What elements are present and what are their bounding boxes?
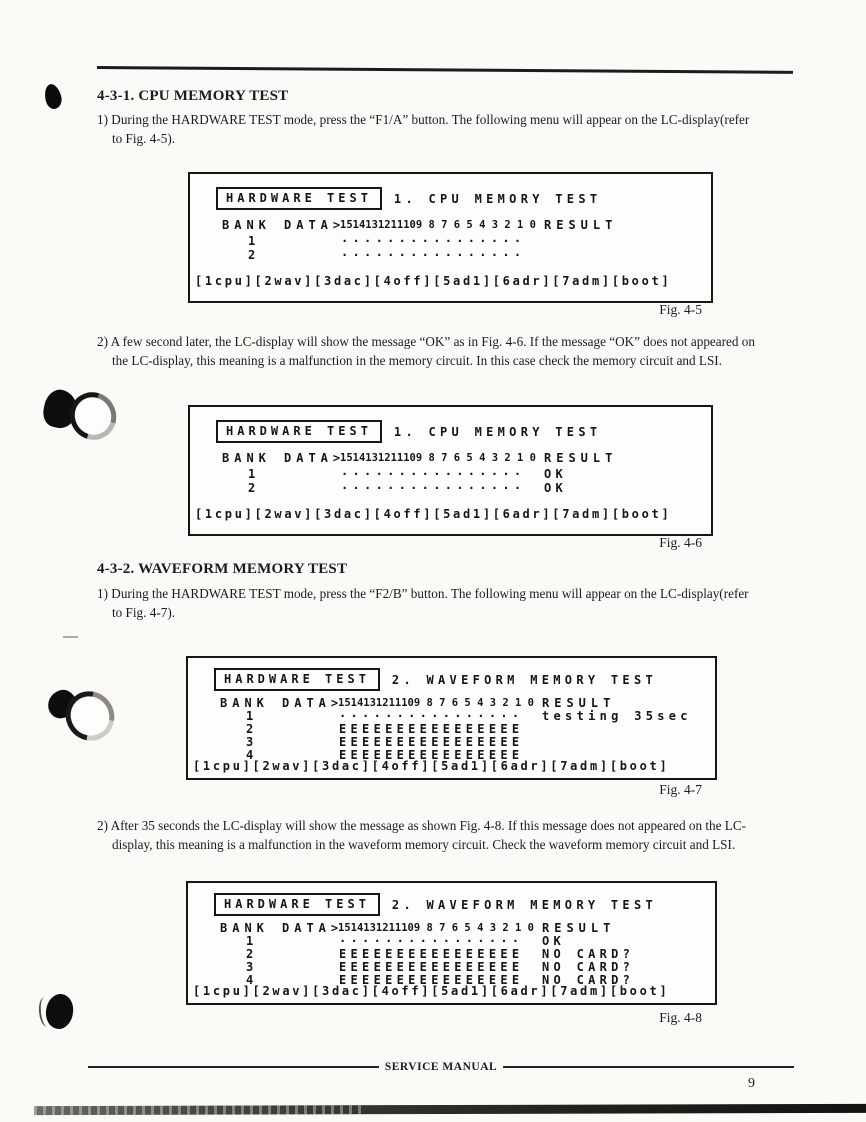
lcd-display-fig-4-6 (188, 405, 713, 536)
figure-caption: Fig. 4-5 (659, 302, 702, 317)
step-text-line2: the LC-display, this meaning is a malfunction in the memory circuit. In this case check the memory circuit and LSI. (112, 353, 722, 368)
result-label: RESULT (542, 696, 616, 710)
scan-artifact-bottom-edge (34, 1104, 866, 1115)
figure-caption: Fig. 4-6 (659, 535, 702, 550)
lcd-test-title: 1. CPU MEMORY TEST (393, 424, 602, 439)
bank-number: 2 (246, 947, 254, 961)
bank-result-cell: OK (544, 467, 568, 481)
lcd-bank-row (190, 248, 711, 263)
bank-data-cell: EEEEEEEEEEEEEEEE (339, 960, 524, 974)
lcd-mode-label: HARDWARE TEST (214, 893, 380, 916)
lcd-display-fig-4-7 (186, 656, 717, 780)
bank-result-cell: NO CARD? (542, 973, 635, 987)
lcd-display-fig-4-8 (186, 881, 717, 1005)
bank-number: 4 (246, 973, 254, 987)
bank-data-cell: ················ (341, 481, 526, 495)
bank-number: 1 (248, 467, 256, 481)
footer-rule-left (88, 1066, 379, 1068)
section-heading-waveform-memory-test: 4-3-2. WAVEFORM MEMORY TEST (97, 561, 348, 577)
bank-result-cell: NO CARD? (542, 960, 635, 974)
step-number: 2) (97, 334, 108, 349)
bank-number: 1 (248, 234, 256, 248)
bank-label: BANK (222, 451, 271, 465)
step-text-line1: After 35 seconds the LC-display will show the message as shown Fig. 4-8. If this message does not appeared on the LC- (110, 818, 747, 833)
step-number: 1) (97, 112, 108, 127)
lcd-test-title: 2. WAVEFORM MEMORY TEST (391, 672, 657, 687)
step-number: 1) (97, 586, 108, 601)
bank-number: 4 (246, 748, 254, 762)
result-label: RESULT (542, 921, 616, 935)
step-paragraph (97, 332, 809, 370)
step-number: 2) (97, 818, 108, 833)
lcd-function-menu: [1cpu][2wav][3dac][4off][5ad1][6adr][7adm][boot] (193, 759, 670, 773)
result-label: RESULT (544, 451, 618, 465)
lcd-bank-row (188, 709, 715, 722)
bank-number: 2 (248, 481, 256, 495)
step-paragraph (97, 584, 809, 622)
lcd-bank-row (190, 234, 711, 249)
bank-data-cell: ················ (341, 234, 526, 248)
scan-artifact-ink-blob (42, 82, 64, 110)
lcd-bank-row (188, 947, 715, 960)
lcd-test-title: 2. WAVEFORM MEMORY TEST (391, 897, 657, 912)
data-label: DATA> (282, 921, 344, 935)
lcd-bank-row (190, 467, 711, 482)
footer-rule-right (503, 1066, 794, 1068)
bank-data-cell: EEEEEEEEEEEEEEEE (339, 722, 524, 736)
bank-data-cell: EEEEEEEEEEEEEEEE (339, 748, 524, 762)
bank-result-cell: OK (544, 481, 568, 495)
bank-number: 2 (248, 248, 256, 262)
footer-label: SERVICE MANUAL (384, 1061, 498, 1073)
step-paragraph (97, 110, 809, 148)
bank-data-cell: ················ (339, 934, 524, 948)
lcd-bank-row (188, 934, 715, 947)
bank-data-cell: ················ (341, 248, 526, 262)
footer-rule (88, 1061, 794, 1073)
result-label: RESULT (544, 218, 618, 232)
bank-label: BANK (220, 696, 269, 710)
bank-number: 3 (246, 960, 254, 974)
scan-artifact-dash (63, 636, 78, 638)
step-text-line1: A few second later, the LC-display will show the message “OK” as in Fig. 4-6. If the message “OK” does not appeared on (110, 334, 755, 349)
step-text-line2: to Fig. 4-5). (112, 131, 176, 146)
bank-label: BANK (222, 218, 271, 232)
lcd-bank-header (188, 696, 715, 709)
figure-caption: Fig. 4-7 (659, 782, 702, 797)
lcd-mode-label: HARDWARE TEST (214, 668, 380, 691)
data-label: DATA> (284, 218, 346, 232)
bit-numbers: 1514131211109 8 7 6 5 4 3 2 1 0 (340, 452, 536, 464)
section-heading-cpu-memory-test: 4-3-1. CPU MEMORY TEST (97, 88, 289, 104)
lcd-bank-header (190, 218, 711, 233)
bank-data-cell: EEEEEEEEEEEEEEEE (339, 973, 524, 987)
step-text-line1: During the HARDWARE TEST mode, press the “F1/A” button. The following menu will appear on the LC-display(refer (111, 112, 750, 127)
lcd-bank-header (190, 451, 711, 466)
lcd-function-menu: [1cpu][2wav][3dac][4off][5ad1][6adr][7adm][boot] (195, 507, 672, 521)
lcd-bank-row (188, 960, 715, 973)
top-rule (97, 66, 793, 74)
bank-data-cell: EEEEEEEEEEEEEEEE (339, 735, 524, 749)
bank-number: 2 (246, 722, 254, 736)
data-label: DATA> (282, 696, 344, 710)
step-text-line1: During the HARDWARE TEST mode, press the “F2/B” button. The following menu will appear on the LC-display(refer (111, 586, 749, 601)
bank-result-cell: OK (542, 934, 566, 948)
bank-data-cell: ················ (339, 709, 524, 723)
bank-label: BANK (220, 921, 269, 935)
bank-result-cell: testing 35sec (542, 709, 692, 723)
lcd-display-fig-4-5 (188, 172, 713, 303)
page-number: 9 (748, 1076, 755, 1091)
lcd-mode-label: HARDWARE TEST (216, 187, 382, 210)
lcd-bank-row (188, 735, 715, 748)
step-text-line2: display, this meaning is a malfunction in the waveform memory circuit. Check the waveform memory circuit and LSI. (112, 837, 736, 852)
figure-caption: Fig. 4-8 (659, 1010, 702, 1025)
bank-number: 1 (246, 709, 254, 723)
bank-data-cell: ················ (341, 467, 526, 481)
step-paragraph (97, 816, 809, 854)
bank-number: 3 (246, 735, 254, 749)
bank-data-cell: EEEEEEEEEEEEEEEE (339, 947, 524, 961)
lcd-function-menu: [1cpu][2wav][3dac][4off][5ad1][6adr][7adm][boot] (193, 984, 670, 998)
lcd-test-title: 1. CPU MEMORY TEST (393, 191, 602, 206)
bit-numbers: 1514131211109 8 7 6 5 4 3 2 1 0 (340, 219, 536, 231)
lcd-bank-row (188, 722, 715, 735)
lcd-mode-label: HARDWARE TEST (216, 420, 382, 443)
bit-numbers: 1514131211109 8 7 6 5 4 3 2 1 0 (338, 697, 534, 709)
step-text-line2: to Fig. 4-7). (112, 605, 176, 620)
lcd-bank-header (188, 921, 715, 934)
data-label: DATA> (284, 451, 346, 465)
lcd-function-menu: [1cpu][2wav][3dac][4off][5ad1][6adr][7adm][boot] (195, 274, 672, 288)
lcd-bank-row (190, 481, 711, 496)
bank-number: 1 (246, 934, 254, 948)
bank-result-cell: NO CARD? (542, 947, 635, 961)
bit-numbers: 1514131211109 8 7 6 5 4 3 2 1 0 (338, 922, 534, 934)
